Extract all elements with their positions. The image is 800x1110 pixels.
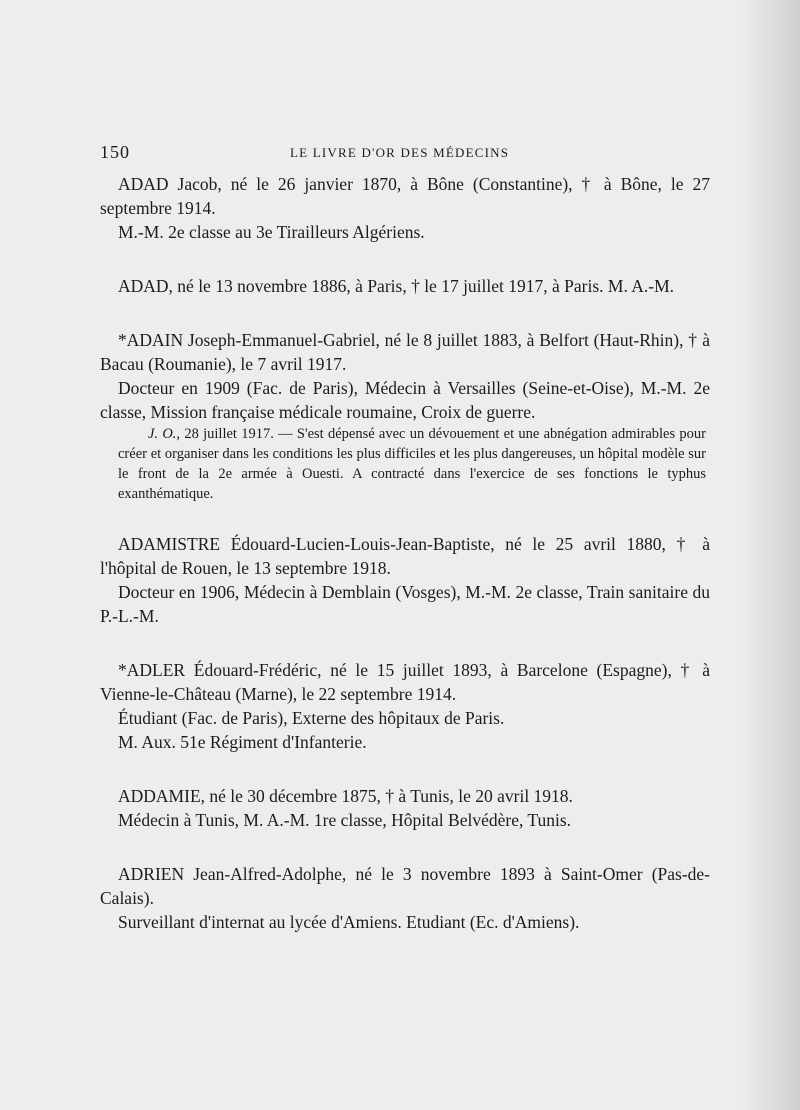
page-number: 150: [100, 142, 130, 162]
entry-heading: ADDAMIE, né le 30 décembre 1875, † à Tunis, le 20 avril 1918.: [118, 786, 573, 806]
entry-adrien: [100, 862, 710, 934]
entry-addamie: [100, 784, 710, 832]
entry-detail: Étudiant (Fac. de Paris), Externe des hôpitaux de Paris.: [118, 708, 505, 728]
entry-adain: [100, 328, 710, 504]
citation: [100, 424, 710, 504]
entry-heading: ADAMISTRE Édouard-Lucien-Louis-Jean-Baptiste, né le 25 avril 1880, † à l'hôpital de Rouen, le 13 septembre 1918.: [100, 534, 710, 578]
entry-adad: [100, 274, 710, 298]
entry-detail: M.-M. 2e classe au 3e Tirailleurs Algériens.: [118, 222, 425, 242]
entry-adamistre: [100, 532, 710, 628]
running-title: LE LIVRE D'OR DES MÉDECINS: [290, 145, 510, 160]
citation-text: 28 juillet 1917. — S'est dépensé avec un dévouement et une abnégation admirables pour créer et organiser dans les conditions les plus difficiles et les plus dangereuses, un hôpital modèle sur le front de la 2e armée à Ouesti. A contracté dans l'exercice de ses fonctions le typhus exanthématique.: [118, 426, 706, 502]
entry-heading: ADAD, né le 13 novembre 1886, à Paris, † le 17 juillet 1917, à Paris. M. A.-M.: [118, 276, 675, 296]
citation-source: J. O.,: [148, 426, 181, 442]
page-edge-shadow: [740, 0, 800, 1110]
entry-heading: ADRIEN Jean-Alfred-Adolphe, né le 3 novembre 1893 à Saint-Omer (Pas-de-Calais).: [100, 864, 710, 908]
entry-heading: *ADLER Édouard-Frédéric, né le 15 juillet 1893, à Barcelone (Espagne), † à Vienne-le-Château (Marne), le 22 septembre 1914.: [100, 660, 710, 704]
entry-adler: [100, 658, 710, 754]
entry-detail: Médecin à Tunis, M. A.-M. 1re classe, Hôpital Belvédère, Tunis.: [118, 810, 572, 830]
page-body: [100, 172, 710, 964]
entry-detail: Docteur en 1906, Médecin à Demblain (Vosges), M.-M. 2e classe, Train sanitaire du P.-L.-M.: [100, 582, 710, 626]
entry-detail: Surveillant d'internat au lycée d'Amiens. Etudiant (Ec. d'Amiens).: [118, 912, 580, 932]
entry-detail: M. Aux. 51e Régiment d'Infanterie.: [118, 732, 367, 752]
entry-detail: Docteur en 1909 (Fac. de Paris), Médecin à Versailles (Seine-et-Oise), M.-M. 2e classe, Mission française médicale roumaine, Croix de guerre.: [100, 378, 710, 422]
entry-heading: *ADAIN Joseph-Emmanuel-Gabriel, né le 8 juillet 1883, à Belfort (Haut-Rhin), † à Bacau (Roumanie), le 7 avril 1917.: [100, 330, 710, 374]
entry-heading: ADAD Jacob, né le 26 janvier 1870, à Bône (Constantine), † à Bône, le 27 septembre 1914.: [100, 174, 710, 218]
page-header: [100, 142, 700, 164]
entry-adad-jacob: [100, 172, 710, 244]
